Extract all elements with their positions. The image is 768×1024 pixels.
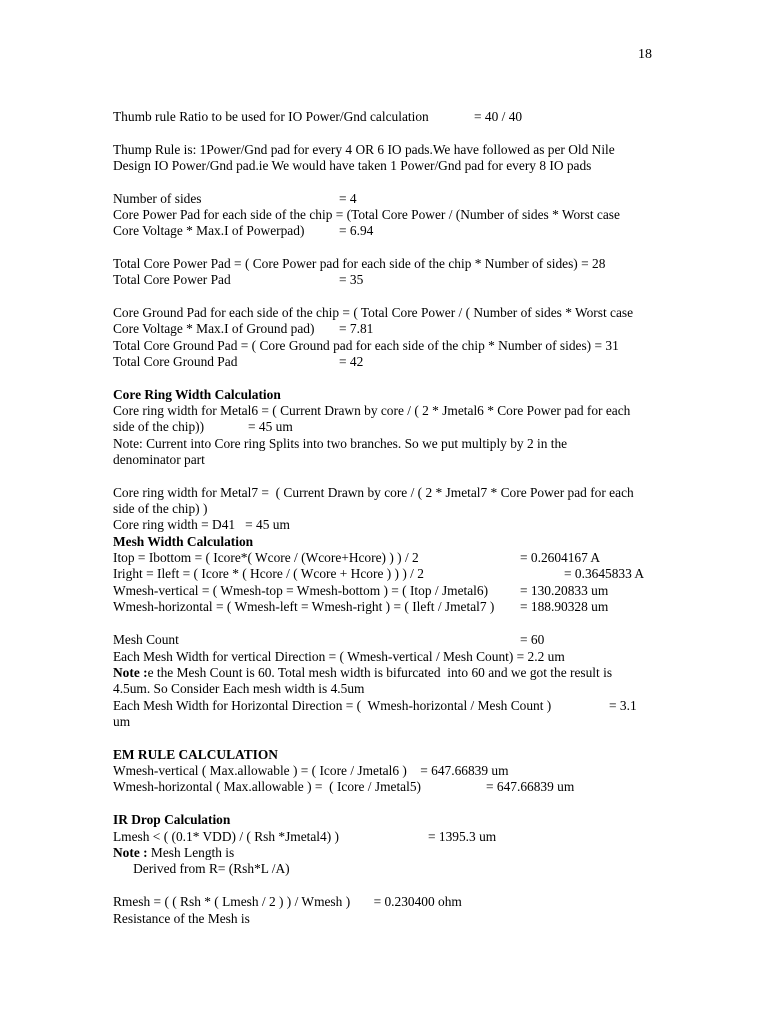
core-ground-pad-formula-1: Core Ground Pad for each side of the chip = ( Total Core Power / ( Number of sides * Worst case [113,305,634,320]
total-core-power-pad-formula: Total Core Power Pad = ( Core Power pad for each side of the chip * Number of sides) = 28 [113,256,606,271]
note-text: Mesh Length is [147,845,235,860]
core-power-pad-value: = 6.94 [339,223,374,238]
core-ring-width-metal7-formula-2: side of the chip) ) [113,501,208,516]
em-wmesh-vertical-line: Wmesh-vertical ( Max.allowable ) = ( Icore / Jmetal6 ) = 647.66839 um [113,763,509,778]
mesh-count-value: = 60 [520,632,545,647]
note-label: Note : [113,665,148,680]
core-ring-width-metal7-formula-1: Core ring width for Metal7 = ( Current Drawn by core / ( 2 * Jmetal7 * Core Power pad for each [113,485,634,500]
mesh-width-horizontal-value: = 3.1 [609,698,637,713]
iright-formula: Iright = Ileft = ( Icore * ( Hcore / ( Wcore + Hcore ) ) ) / 2 [113,566,424,581]
ir-drop-heading: IR Drop Calculation [113,812,231,827]
core-ring-width-metal6-formula-2: side of the chip)) [113,419,205,434]
em-wmesh-horizontal-line: Wmesh-horizontal ( Max.allowable ) = ( Icore / Jmetal5) [113,779,421,794]
lmesh-value: = 1395.3 um [428,829,497,844]
lmesh-formula: Lmesh < ( (0.1* VDD) / ( Rsh *Jmetal4) ) [113,829,339,844]
total-core-ground-pad-label: Total Core Ground Pad [113,354,238,369]
core-ring-width-metal6-value: = 45 um [248,419,293,434]
thumb-rule-ratio-value: = 40 / 40 [474,109,523,124]
core-ring-note-2: denominator part [113,452,205,467]
thumb-rule-ratio-label: Thumb rule Ratio to be used for IO Power/Gnd calculation [113,109,429,124]
note-text: e the Mesh Count is 60. Total mesh width is bifurcated into 60 and we got the result is [147,665,613,680]
mesh-width-heading: Mesh Width Calculation [113,534,254,549]
em-wmesh-horizontal-value: = 647.66839 um [486,779,575,794]
mesh-length-derivation: Derived from R= (Rsh*L /A) [113,861,290,876]
em-rule-heading: EM RULE CALCULATION [113,747,278,762]
core-ring-width-heading: Core Ring Width Calculation [113,387,281,402]
page-number: 18 [638,47,652,62]
core-ring-note-1: Note: Current into Core ring Splits into two branches. So we put multiply by 2 in the [113,436,568,451]
mesh-count-note-1 [113,665,612,681]
wmesh-horizontal-formula: Wmesh-horizontal = ( Wmesh-left = Wmesh-right ) = ( Ileft / Jmetal7 ) [113,599,495,614]
core-power-pad-formula-1: Core Power Pad for each side of the chip = (Total Core Power / (Number of sides * Worst case [113,207,620,222]
mesh-width-horizontal-unit: um [113,714,131,729]
number-of-sides-label: Number of sides [113,191,202,206]
mesh-length-note [113,845,234,861]
note-label: Note : [113,845,148,860]
wmesh-vertical-value: = 130.20833 um [520,583,609,598]
wmesh-vertical-formula: Wmesh-vertical = ( Wmesh-top = Wmesh-bottom ) = ( Itop / Jmetal6) [113,583,489,598]
thump-rule-text-2: Design IO Power/Gnd pad.ie We would have taken 1 Power/Gnd pad for every 8 IO pads [113,158,592,173]
core-ring-width-metal6-formula-1: Core ring width for Metal6 = ( Current Drawn by core / ( 2 * Jmetal6 * Core Power pad for each [113,403,631,418]
mesh-width-horizontal-line: Each Mesh Width for Horizontal Direction = ( Wmesh-horizontal / Mesh Count ) [113,698,552,713]
thump-rule-text-1: Thump Rule is: 1Power/Gnd pad for every 4 OR 6 IO pads.We have followed as per Old Nile [113,142,615,157]
mesh-resistance-line: Resistance of the Mesh is [113,911,250,926]
total-core-ground-pad-value: = 42 [339,354,364,369]
iright-value: = 0.3645833 A [564,566,645,581]
total-core-power-pad-label: Total Core Power Pad [113,272,231,287]
total-core-power-pad-value: = 35 [339,272,364,287]
itop-value: = 0.2604167 A [520,550,601,565]
number-of-sides-value: = 4 [339,191,357,206]
core-ground-pad-formula-2: Core Voltage * Max.I of Ground pad) [113,321,315,336]
rmesh-formula-line: Rmesh = ( ( Rsh * ( Lmesh / 2 ) ) / Wmesh ) = 0.230400 ohm [113,894,462,909]
mesh-count-note-2: 4.5um. So Consider Each mesh width is 4.5um [113,681,365,696]
core-ring-width-value-line: Core ring width = D41 = 45 um [113,517,290,532]
wmesh-horizontal-value: = 188.90328 um [520,599,609,614]
itop-formula: Itop = Ibottom = ( Icore*( Wcore / (Wcore+Hcore) ) ) / 2 [113,550,419,565]
core-ground-pad-value: = 7.81 [339,321,374,336]
core-power-pad-formula-2: Core Voltage * Max.I of Powerpad) [113,223,305,238]
mesh-width-vertical-line: Each Mesh Width for vertical Direction = ( Wmesh-vertical / Mesh Count) = 2.2 um [113,649,565,664]
total-core-ground-pad-formula: Total Core Ground Pad = ( Core Ground pad for each side of the chip * Number of sides) = 31 [113,338,619,353]
mesh-count-label: Mesh Count [113,632,179,647]
